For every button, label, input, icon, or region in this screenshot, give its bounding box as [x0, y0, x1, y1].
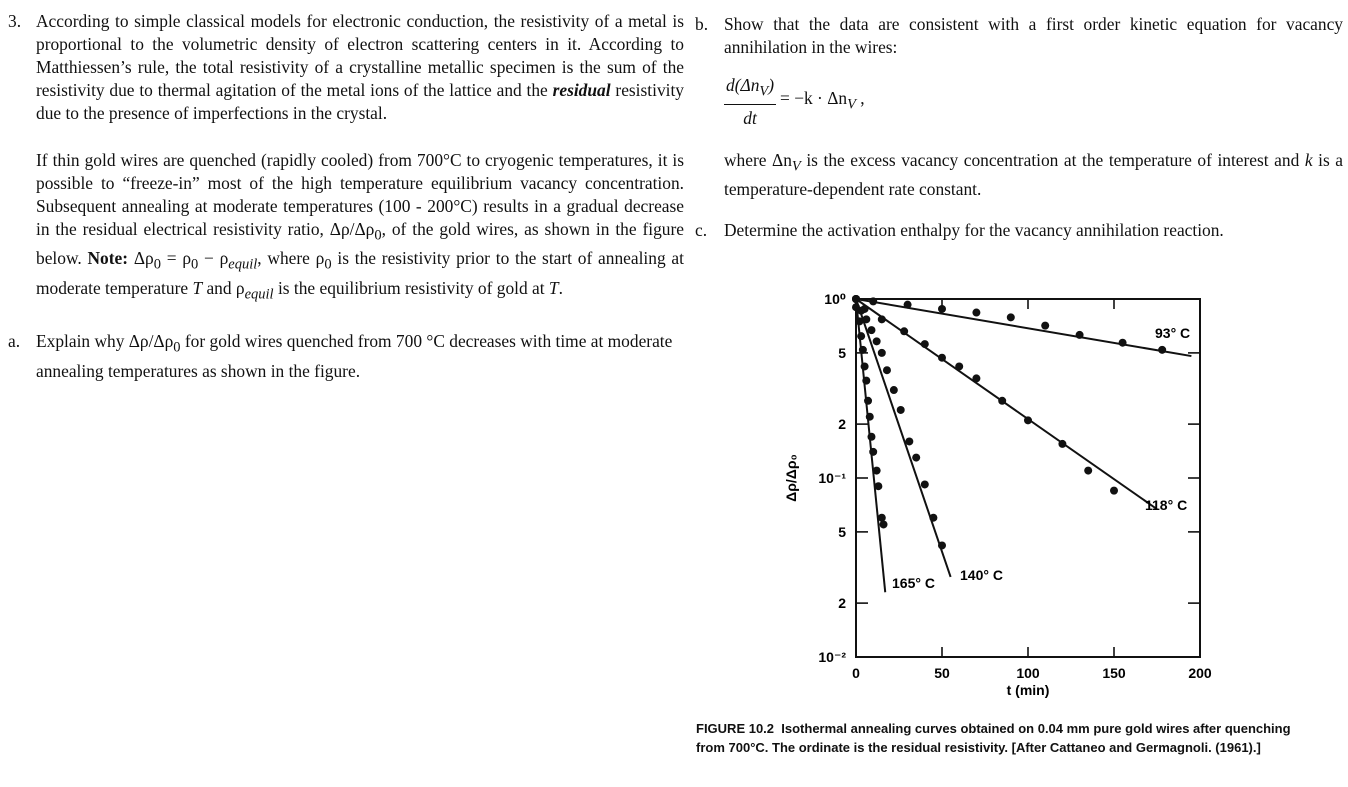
- data-point: [873, 337, 881, 345]
- data-point: [929, 514, 937, 522]
- problem-right-column: [695, 13, 1343, 242]
- y-tick-label: 5: [838, 344, 846, 361]
- data-point: [955, 362, 963, 370]
- data-point: [904, 301, 912, 309]
- data-point: [857, 332, 865, 340]
- part-b-text: Show that the data are consistent with a first order kinetic equation for vacancy annihilation in the wires:: [724, 14, 1343, 57]
- x-tick-label: 200: [1188, 665, 1212, 681]
- part-b-where: where $\Delta n_V$ is the excess vacancy concentration at the temperature of interest and k is a temperature-dependent rate constant.: [724, 150, 1343, 200]
- data-point: [972, 309, 980, 317]
- data-point: [878, 315, 886, 323]
- data-point: [900, 327, 908, 335]
- part-b: [695, 13, 1343, 59]
- data-point: [1076, 331, 1084, 339]
- problem-intro: According to simple classical models for electronic conduction, the resistivity of a metal is proportional to the volumetric density of electron scattering centers in it. According to Matthiessen’s rule, the total resistivity of a crystalline metallic specimen is the sum of the resistivity due to thermal agitation of the metal ions of the lattice and the residual resistivity due to the presence of imperfections in the crystal.: [36, 11, 684, 123]
- data-point: [873, 467, 881, 475]
- x-axis-label: t (min): [1006, 682, 1050, 698]
- data-point: [855, 317, 863, 325]
- data-point: [862, 377, 870, 385]
- data-point: [1158, 346, 1166, 354]
- data-point: [921, 480, 929, 488]
- data-point: [972, 374, 980, 382]
- y-tick-label: 10⁻¹: [818, 470, 846, 486]
- data-point: [869, 448, 877, 456]
- data-point: [1058, 440, 1066, 448]
- data-point: [852, 295, 860, 303]
- part-a-label: a.: [8, 331, 21, 352]
- data-point: [867, 326, 875, 334]
- part-b-label: b.: [695, 14, 709, 34]
- data-point: [1110, 487, 1118, 495]
- y-axis-label: Δρ/Δρ₀: [783, 454, 799, 502]
- data-point: [867, 433, 875, 441]
- y-tick-label: 2: [838, 595, 846, 612]
- series-label: 118° C: [1145, 497, 1188, 513]
- data-point: [864, 397, 872, 405]
- data-point: [905, 437, 913, 445]
- data-point: [866, 413, 874, 421]
- figure-caption-text: Isothermal annealing curves obtained on 0.04 mm pure gold wires after quenching from 700°C. The ordinate is the residual resistivity. [After Cattaneo and Germagnoli. (1961).]: [696, 721, 1291, 755]
- y-tick-label: 10⁰: [824, 291, 846, 307]
- data-point: [998, 397, 1006, 405]
- y-tick-label: 10⁻²: [818, 649, 846, 665]
- figure-caption: [696, 719, 1318, 757]
- data-point: [874, 482, 882, 490]
- plot-frame: [856, 299, 1200, 657]
- y-tick-label: 2: [838, 416, 846, 433]
- data-point: [878, 514, 886, 522]
- series-label: 140° C: [960, 567, 1003, 583]
- series-label: 165° C: [892, 575, 935, 591]
- data-point: [880, 520, 888, 528]
- data-point: [1119, 339, 1127, 347]
- x-tick-label: 0: [852, 665, 860, 681]
- part-a: [8, 330, 684, 382]
- data-point: [938, 354, 946, 362]
- data-point: [921, 340, 929, 348]
- x-tick-label: 50: [934, 665, 950, 681]
- data-point: [1007, 313, 1015, 321]
- data-point: [897, 406, 905, 414]
- part-c: [695, 219, 1343, 242]
- data-point: [1041, 322, 1049, 330]
- problem-3: [8, 10, 684, 383]
- part-a-text: Explain why $\Delta\rho/\Delta\rho_0$ for gold wires quenched from 700 °C decreases with time at moderate annealing temperatures as shown in the figure.: [36, 331, 673, 381]
- data-point: [859, 346, 867, 354]
- series-label: 93° C: [1155, 325, 1191, 341]
- data-point: [938, 305, 946, 313]
- data-point: [862, 315, 870, 323]
- data-point: [852, 303, 860, 311]
- data-point: [861, 362, 869, 370]
- part-c-label: c.: [695, 220, 708, 241]
- data-point: [869, 297, 877, 305]
- data-point: [1024, 416, 1032, 424]
- problem-number: 3.: [8, 11, 22, 31]
- part-c-text: Determine the activation enthalpy for the vacancy annihilation reaction.: [724, 220, 1224, 241]
- data-point: [938, 541, 946, 549]
- problem-quench-paragraph: If thin gold wires are quenched (rapidly cooled) from 700°C to cryogenic temperatures, it is possible to “freeze-in” most of the high temperature equilibrium vacancy concentration. Subsequent annealing at moderate temperatures (100 - 200°C) results in a gradual decrease in the residual electrical resistivity ratio, $\Delta\rho/\Delta\rho_0$, of the gold wires, as shown in the figure below. Note: $\Delta\rho_0 = \rho_0 - \rho_{equil}$, where $\rho_0$ is the resistivity prior to the start of annealing at moderate temperature T and $\rho_{equil}$ is the equilibrium resistivity of gold at T.: [36, 150, 684, 303]
- data-point: [912, 454, 920, 462]
- data-point: [878, 349, 886, 357]
- figure-caption-label: FIGURE 10.2: [696, 721, 775, 736]
- y-tick-label: 5: [838, 523, 846, 540]
- x-tick-label: 100: [1016, 665, 1040, 681]
- data-point: [883, 366, 891, 374]
- rate-equation: $\frac{d(\Delta n_V)}{dt}$ = $-k \cdot \Delta n_V$ ,: [726, 75, 865, 128]
- data-point: [1084, 467, 1092, 475]
- x-tick-label: 150: [1102, 665, 1126, 681]
- annealing-chart: [770, 280, 1240, 705]
- data-point: [890, 386, 898, 394]
